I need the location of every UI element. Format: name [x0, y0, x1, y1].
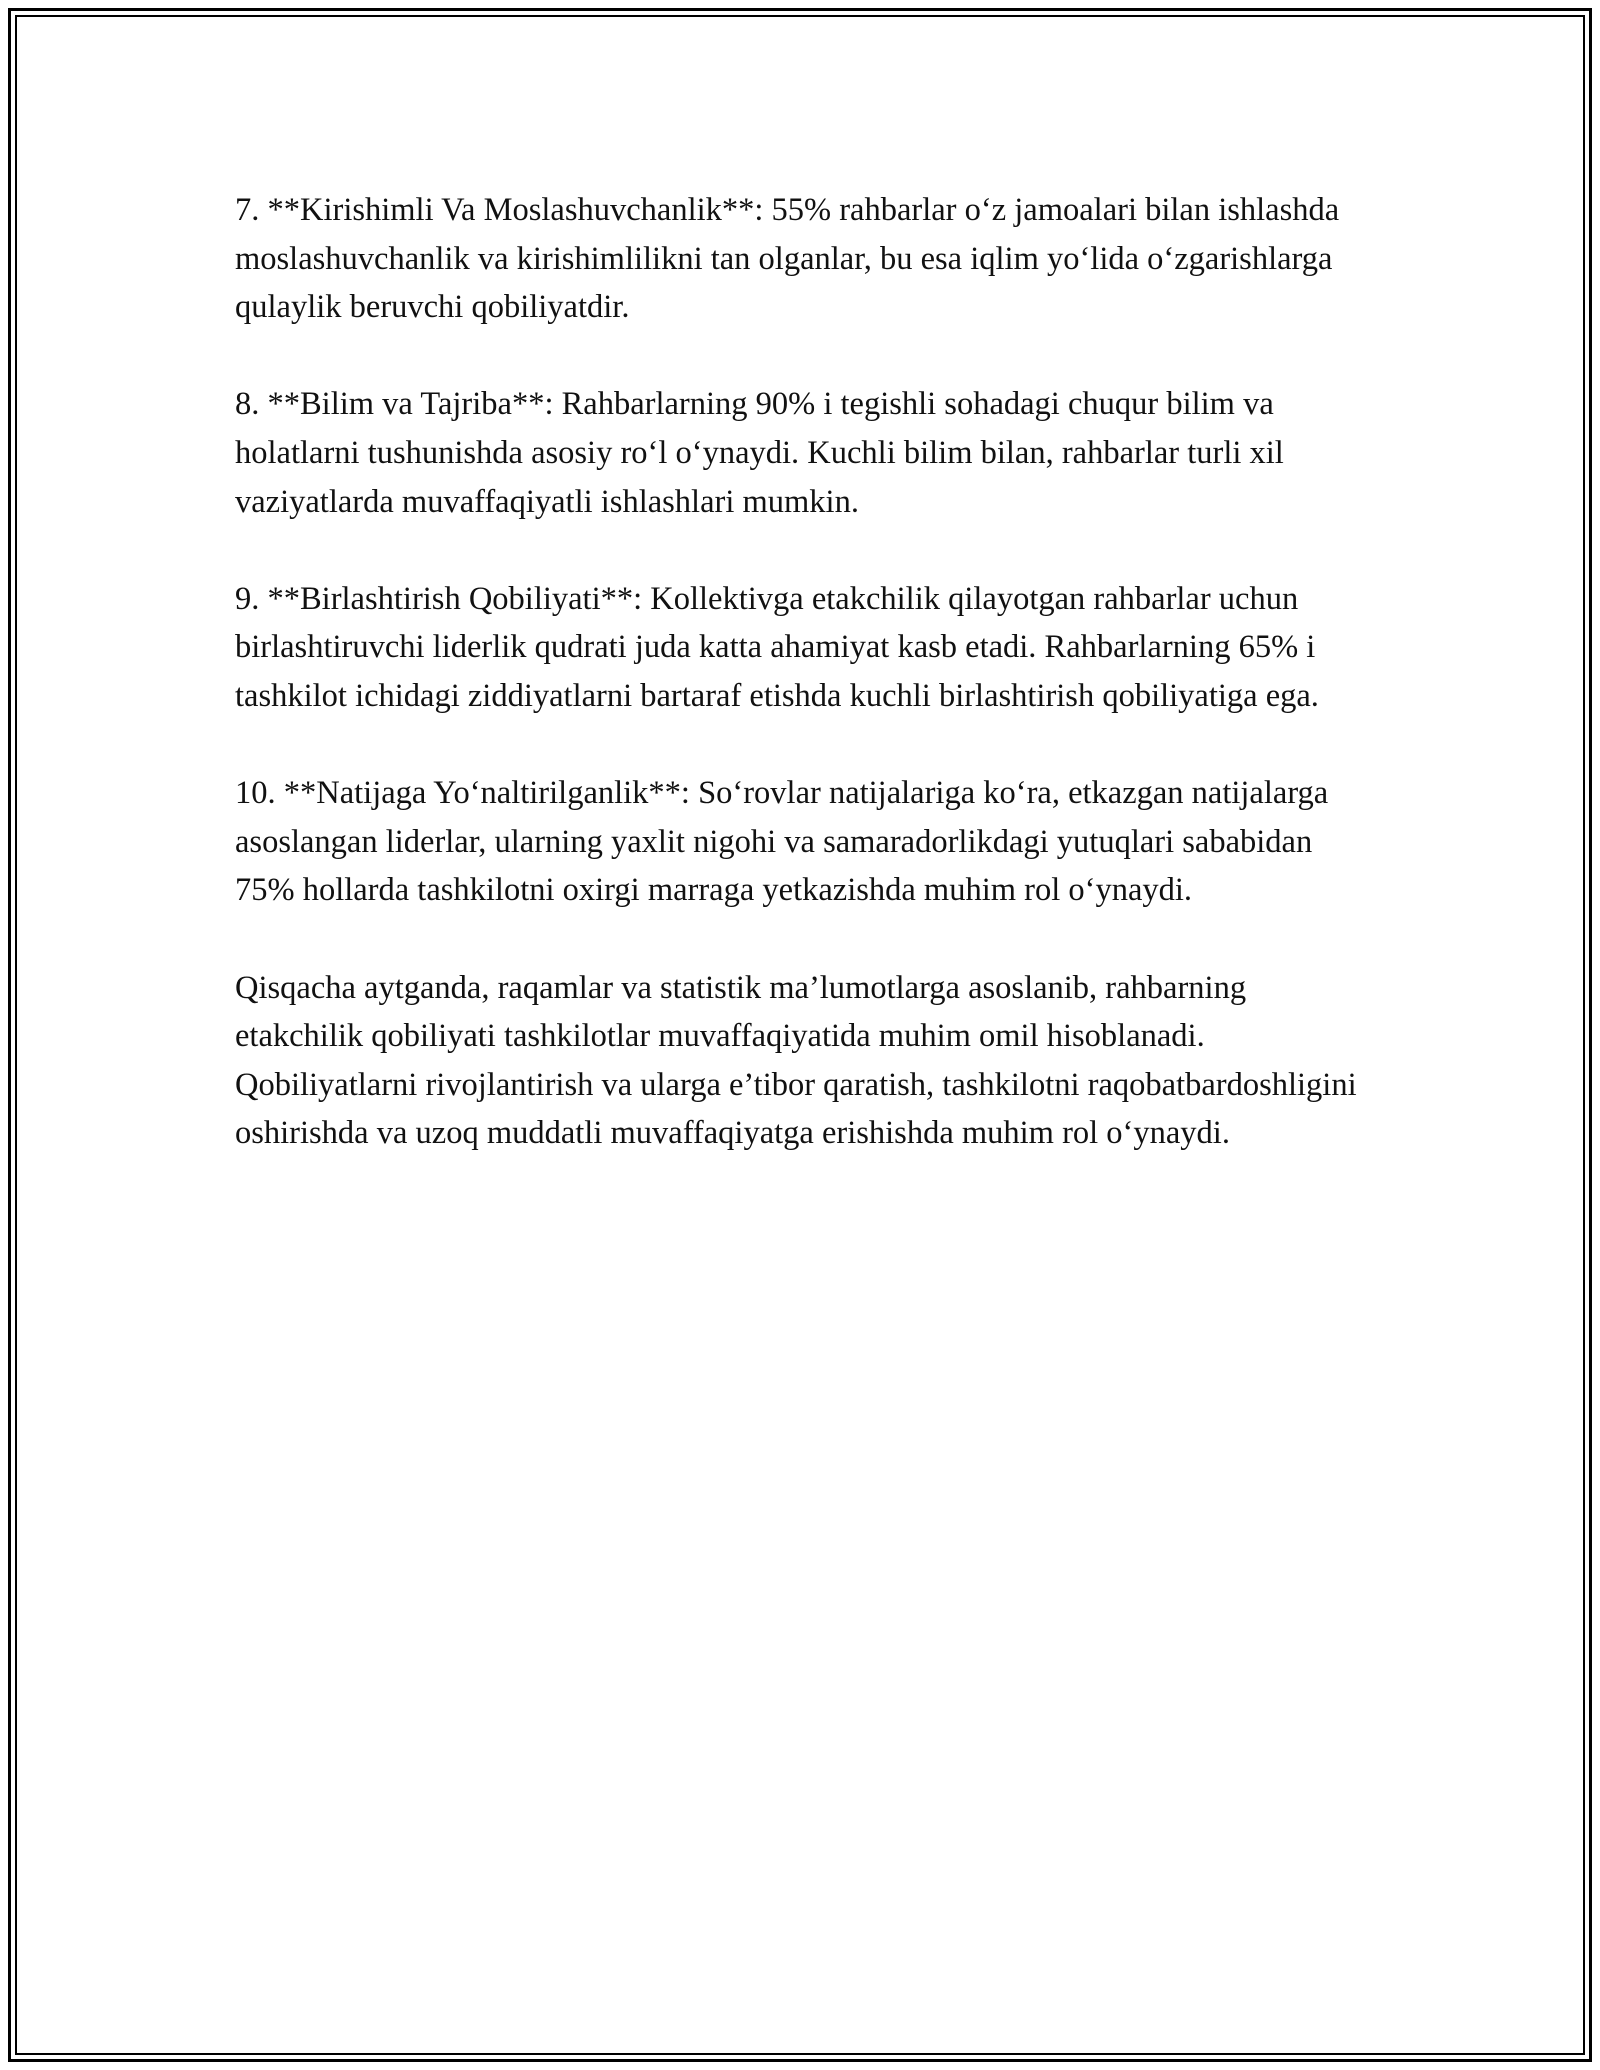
document-body: [235, 186, 1375, 1206]
paragraph-summary: Qisqacha aytganda, raqamlar va statistik ma’lumotlarga asoslanib, rahbarning etakchilik qobiliyati tashkilotlar muvaffaqiyatida muhim omil hisoblanadi. Qobiliyatlarni rivojlantirish va ularga e’tibor qaratish, tashkilotni raqobatbardoshligini oshirishda va uzoq muddatli muvaffaqiyatga erishishda muhim rol o‘ynaydi.: [235, 969, 1357, 1152]
paragraph-item-9: 9. **Birlashtirish Qobiliyati**: Kollektivga etakchilik qilayotgan rahbarlar uchun birlashtiruvchi liderlik qudrati juda katta ahamiyat kasb etadi. Rahbarlarning 65% i tashkilot ichidagi ziddiyatlarni bartaraf etishda kuchli birlashtirish qobiliyatiga ega.: [235, 580, 1319, 714]
paragraph-item-7: 7. **Kirishimli Va Moslashuvchanlik**: 55% rahbarlar o‘z jamoalari bilan ishlashda moslashuvchanlik va kirishimlilikni tan olganlar, bu esa iqlim yo‘lida o‘zgarishlarga qulaylik beruvchi qobiliyatdir.: [235, 192, 1340, 326]
paragraph-item-8: 8. **Bilim va Tajriba**: Rahbarlarning 90% i tegishli sohadagi chuqur bilim va holatlarni tushunishda asosiy ro‘l o‘ynaydi. Kuchli bilim bilan, rahbarlar turli xil vaziyatlarda muvaffaqiyatli ishlashlari mumkin.: [235, 386, 1284, 520]
paragraph-item-10: 10. **Natijaga Yo‘naltirilganlik**: So‘rovlar natijalariga ko‘ra, etkazgan natijalarga asoslangan liderlar, ularning yaxlit nigohi va samaradorlikdagi yutuqlari sababidan 75% hollarda tashkilotni oxirgi marraga yetkazishda muhim rol o‘ynaydi.: [235, 775, 1329, 909]
